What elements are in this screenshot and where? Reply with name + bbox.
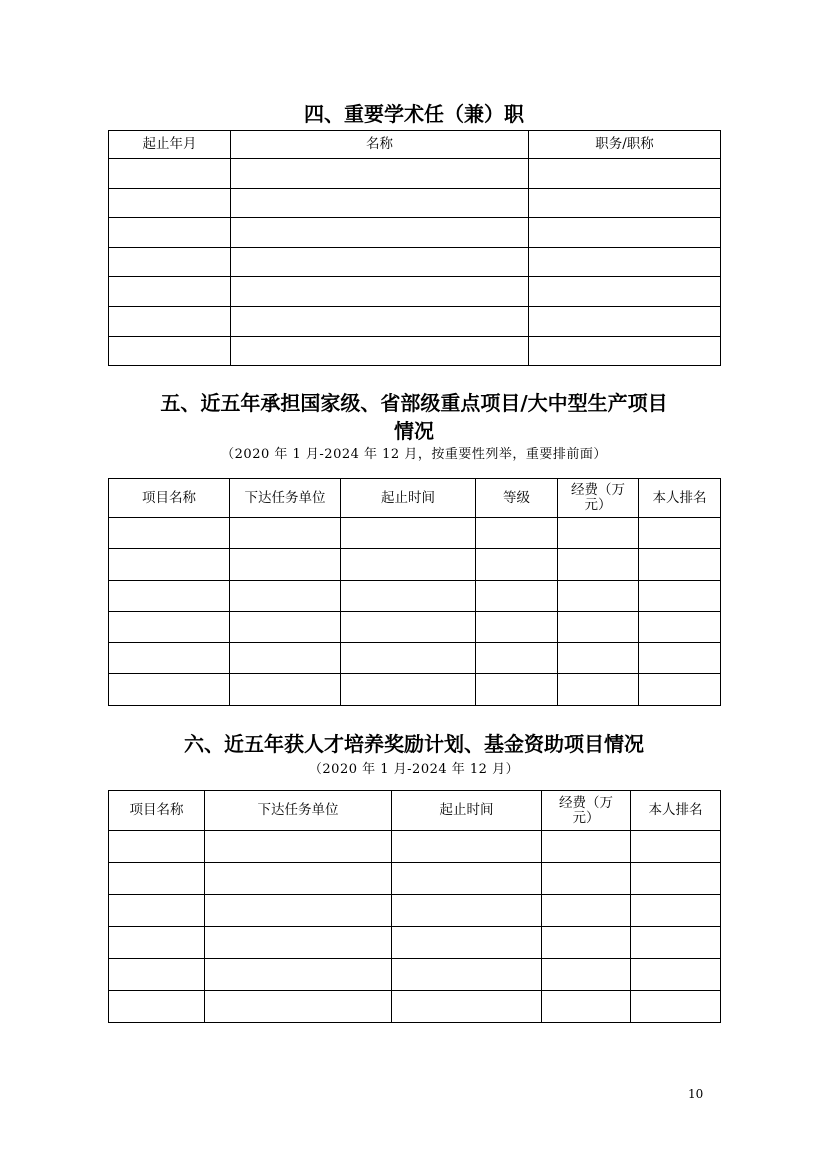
section-5-subtitle: （2020 年 1 月-2024 年 12 月，按重要性列举，重要排前面） — [221, 447, 607, 462]
key-projects-table — [108, 478, 721, 706]
table-cell[interactable] — [109, 895, 205, 927]
table-row — [109, 959, 721, 991]
table-cell[interactable] — [109, 277, 231, 307]
table-cell[interactable] — [231, 336, 529, 366]
table-cell[interactable] — [392, 927, 542, 959]
table-cell[interactable] — [230, 518, 341, 549]
table-row — [109, 159, 721, 189]
academic-positions-table — [108, 130, 721, 366]
table-cell[interactable] — [639, 549, 721, 580]
table-cell[interactable] — [109, 611, 230, 642]
table-header-row — [109, 479, 721, 518]
table-cell[interactable] — [639, 580, 721, 611]
table-row — [109, 863, 721, 895]
table-cell[interactable] — [109, 643, 230, 674]
table-cell[interactable] — [341, 643, 476, 674]
table-cell[interactable] — [392, 959, 542, 991]
table-cell[interactable] — [109, 927, 205, 959]
table-cell[interactable] — [231, 188, 529, 218]
header-funding: 经费（万元） — [558, 479, 639, 518]
table-cell[interactable] — [529, 247, 721, 277]
table-cell[interactable] — [341, 611, 476, 642]
table-cell[interactable] — [392, 831, 542, 863]
table-row — [109, 549, 721, 580]
section-6-title: 六、近五年获人才培养奖励计划、基金资助项目情况 — [184, 732, 644, 756]
table-cell[interactable] — [529, 218, 721, 248]
header-period: 起止时间 — [392, 791, 542, 831]
header-issuing-unit: 下达任务单位 — [205, 791, 392, 831]
table-cell[interactable] — [542, 831, 631, 863]
table-cell[interactable] — [231, 159, 529, 189]
table-cell[interactable] — [476, 643, 558, 674]
header-position: 职务/职称 — [529, 131, 721, 159]
table-row — [109, 188, 721, 218]
table-cell[interactable] — [341, 674, 476, 705]
table-cell[interactable] — [392, 863, 542, 895]
header-issuing-unit: 下达任务单位 — [230, 479, 341, 518]
table-cell[interactable] — [639, 643, 721, 674]
table-cell[interactable] — [341, 518, 476, 549]
table-cell[interactable] — [476, 674, 558, 705]
table-row — [109, 518, 721, 549]
table-cell[interactable] — [205, 895, 392, 927]
table-cell[interactable] — [558, 549, 639, 580]
table-cell[interactable] — [109, 188, 231, 218]
table-cell[interactable] — [529, 336, 721, 366]
table-cell[interactable] — [230, 580, 341, 611]
table-cell[interactable] — [109, 306, 231, 336]
table-row — [109, 277, 721, 307]
table-row — [109, 218, 721, 248]
section-6-subtitle: （2020 年 1 月-2024 年 12 月） — [308, 762, 520, 777]
talent-funding-table — [108, 790, 721, 1023]
table-row — [109, 611, 721, 642]
table-row — [109, 674, 721, 705]
header-funding: 经费（万元） — [542, 791, 631, 831]
header-period: 起止时间 — [341, 479, 476, 518]
table-cell[interactable] — [639, 518, 721, 549]
table-cell[interactable] — [639, 674, 721, 705]
table-cell[interactable] — [231, 218, 529, 248]
table-cell[interactable] — [109, 159, 231, 189]
table-row — [109, 580, 721, 611]
table-cell[interactable] — [109, 218, 231, 248]
table-cell[interactable] — [231, 247, 529, 277]
table-cell[interactable] — [558, 643, 639, 674]
table-cell[interactable] — [230, 643, 341, 674]
table-row — [109, 336, 721, 366]
table-cell[interactable] — [205, 959, 392, 991]
table-cell[interactable] — [529, 188, 721, 218]
table-cell[interactable] — [639, 611, 721, 642]
header-level: 等级 — [476, 479, 558, 518]
page-number: 10 — [688, 1087, 704, 1101]
table-row — [109, 306, 721, 336]
table-cell[interactable] — [542, 895, 631, 927]
header-rank: 本人排名 — [639, 479, 721, 518]
table-cell[interactable] — [529, 159, 721, 189]
table-cell[interactable] — [109, 549, 230, 580]
table-cell[interactable] — [231, 277, 529, 307]
header-period: 起止年月 — [109, 131, 231, 159]
table-cell[interactable] — [230, 549, 341, 580]
table-cell[interactable] — [205, 831, 392, 863]
table-row — [109, 831, 721, 863]
table-cell[interactable] — [529, 277, 721, 307]
table-cell[interactable] — [205, 927, 392, 959]
table-cell[interactable] — [109, 831, 205, 863]
table-cell[interactable] — [558, 580, 639, 611]
table-cell[interactable] — [205, 863, 392, 895]
table-cell[interactable] — [231, 306, 529, 336]
table-cell[interactable] — [476, 518, 558, 549]
table-row — [109, 895, 721, 927]
table-cell[interactable] — [392, 895, 542, 927]
table-row — [109, 991, 721, 1023]
table-cell[interactable] — [631, 927, 721, 959]
table-row — [109, 247, 721, 277]
table-cell[interactable] — [476, 549, 558, 580]
table-cell[interactable] — [392, 991, 542, 1023]
table-cell[interactable] — [542, 959, 631, 991]
table-cell[interactable] — [341, 549, 476, 580]
table-cell[interactable] — [558, 611, 639, 642]
table-cell[interactable] — [529, 306, 721, 336]
table-cell[interactable] — [631, 991, 721, 1023]
table-cell[interactable] — [109, 247, 231, 277]
header-project-name: 项目名称 — [109, 479, 230, 518]
table-cell[interactable] — [631, 959, 721, 991]
table-cell[interactable] — [542, 863, 631, 895]
section-5-title-cont: 情况 — [394, 419, 434, 443]
header-project-name: 项目名称 — [109, 791, 205, 831]
table-cell[interactable] — [109, 674, 230, 705]
table-cell[interactable] — [558, 518, 639, 549]
table-cell[interactable] — [205, 991, 392, 1023]
header-name: 名称 — [231, 131, 529, 159]
table-cell[interactable] — [558, 674, 639, 705]
table-cell[interactable] — [109, 336, 231, 366]
table-cell[interactable] — [109, 580, 230, 611]
section-5-title: 五、近五年承担国家级、省部级重点项目/大中型生产项目 — [160, 391, 668, 415]
header-rank: 本人排名 — [631, 791, 721, 831]
table-cell[interactable] — [476, 580, 558, 611]
table-cell[interactable] — [542, 991, 631, 1023]
table-header-row — [109, 791, 721, 831]
table-cell[interactable] — [476, 611, 558, 642]
table-cell[interactable] — [631, 831, 721, 863]
table-cell[interactable] — [341, 580, 476, 611]
table-cell[interactable] — [230, 611, 341, 642]
table-cell[interactable] — [109, 959, 205, 991]
table-cell[interactable] — [631, 895, 721, 927]
table-row — [109, 643, 721, 674]
table-cell[interactable] — [109, 518, 230, 549]
table-row — [109, 927, 721, 959]
table-header-row — [109, 131, 721, 159]
section-4-title: 四、重要学术任（兼）职 — [304, 102, 524, 126]
table-cell[interactable] — [109, 863, 205, 895]
table-cell[interactable] — [109, 991, 205, 1023]
table-cell[interactable] — [230, 674, 341, 705]
table-cell[interactable] — [542, 927, 631, 959]
table-cell[interactable] — [631, 863, 721, 895]
